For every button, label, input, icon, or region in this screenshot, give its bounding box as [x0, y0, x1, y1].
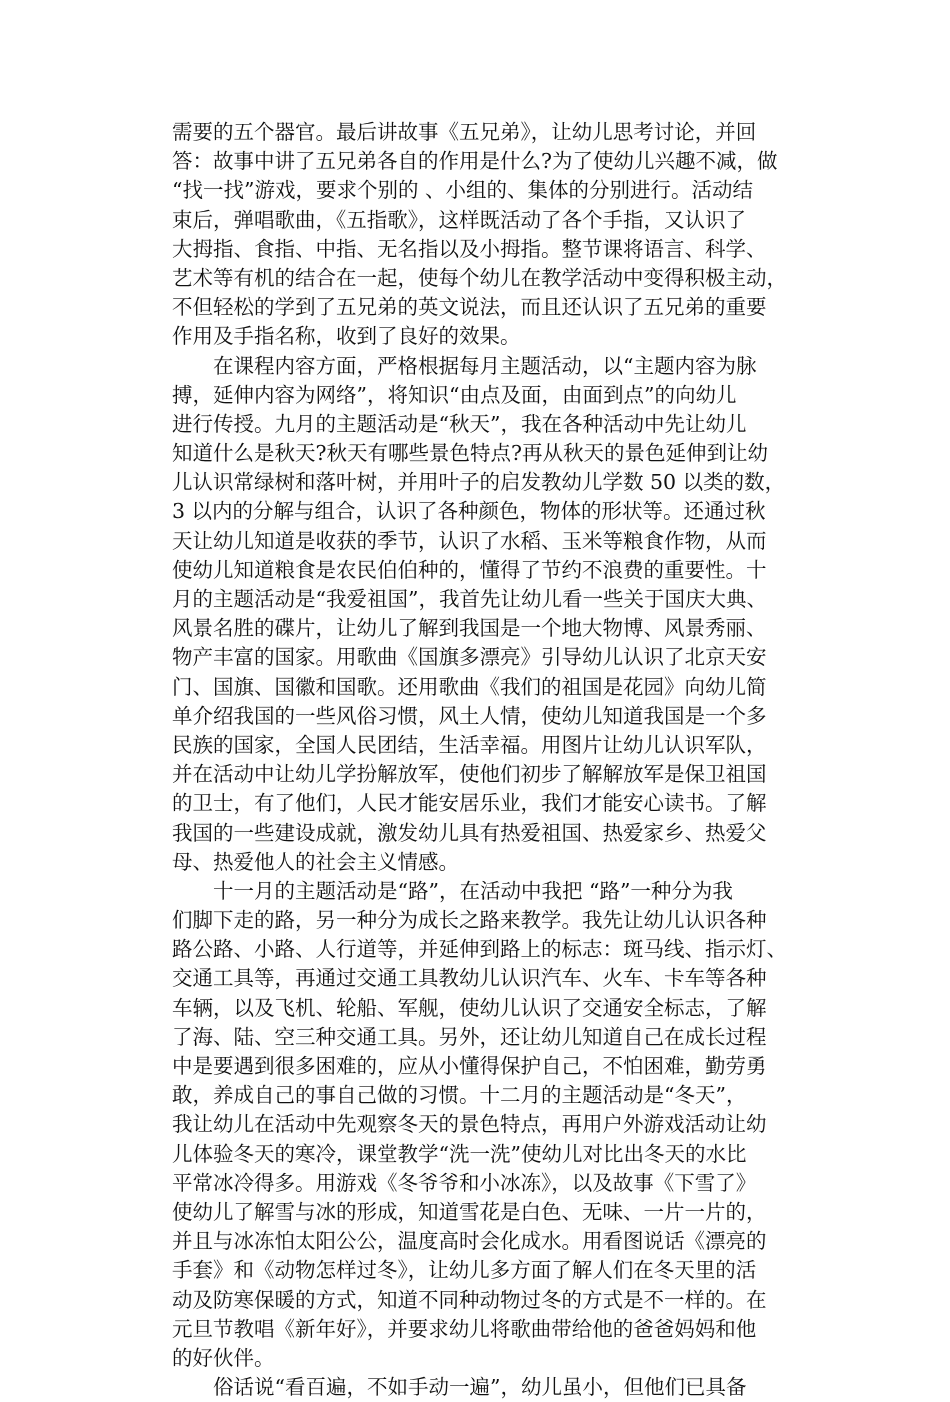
- text-line: 手套》和《动物怎样过冬》，让幼儿多方面了解人们在冬天里的活: [172, 1258, 757, 1283]
- text-line: 单介绍我国的一些风俗习惯，风土人情，使幼儿知道我国是一个多: [172, 703, 767, 728]
- text-line: 天让幼儿知道是收获的季节，认识了水稻、玉米等粮食作物，从而: [172, 528, 767, 553]
- text-line: 车辆，以及飞机、轮船、军舰，使幼儿认识了交通安全标志，了解: [172, 995, 767, 1020]
- text-line: 儿体验冬天的寒冷，课堂教学“洗一洗”使幼儿对比出冬天的水比: [172, 1141, 747, 1166]
- text-line: 的卫士，有了他们，人民才能安居乐业，我们才能安心读书。了解: [172, 791, 767, 816]
- text-line: 月的主题活动是“我爱祖国”，我首先让幼儿看一些关于国庆大典、: [172, 587, 767, 611]
- text-line: “找一找”游戏，要求个别的 、小组的、集体的分别进行。活动结: [172, 178, 753, 203]
- text-line: 并在活动中让幼儿学扮解放军，使他们初步了解解放军是保卫祖国: [172, 762, 767, 787]
- text-line: 并且与冰冻怕太阳公公，温度高时会化成水。用看图说话《漂亮的: [172, 1229, 767, 1254]
- text-line: 3 以内的分解与组合，认识了各种颜色，物体的形状等。还通过秋: [172, 499, 766, 524]
- text-line: 答：故事中讲了五兄弟各自的作用是什么?为了使幼儿兴趣不减，做: [172, 149, 778, 174]
- text-line: 儿认识常绿树和落叶树，并用叶子的启发教幼儿学数 50 以类的数，: [172, 470, 786, 495]
- text-line: 动及防寒保暖的方式，知道不同种动物过冬的方式是不一样的。在: [172, 1287, 767, 1312]
- text-line: 束后，弹唱歌曲，《五指歌》，这样既活动了各个手指，又认识了: [172, 207, 746, 232]
- text-line: 门、国旗、国徽和国歌。还用歌曲《我们的祖国是花园》向幼儿简: [172, 674, 767, 699]
- text-line: 我让幼儿在活动中先观察冬天的景色特点，再用户外游戏活动让幼: [172, 1112, 767, 1137]
- text-line: 进行传授。九月的主题活动是“秋天”，我在各种活动中先让幼儿: [172, 411, 747, 436]
- text-line: 了海、陆、空三种交通工具。另外，还让幼儿知道自己在成长过程: [172, 1024, 767, 1049]
- text-line: 的好伙伴。: [172, 1345, 275, 1370]
- text-line: 作用及手指名称，收到了良好的效果。: [172, 324, 521, 349]
- text-line: 平常冰冷得多。用游戏《冬爷爷和小冰冻》，以及故事《下雪了》: [172, 1170, 757, 1195]
- text-line: 中是要遇到很多困难的，应从小懂得保护自己，不怕困难，勤劳勇: [172, 1054, 767, 1078]
- text-line: 们脚下走的路，另一种分为成长之路来教学。我先让幼儿认识各种: [172, 908, 767, 933]
- text-line: 物产丰富的国家。用歌曲《国旗多漂亮》引导幼儿认识了北京天安: [172, 645, 767, 670]
- text-line: 元旦节教唱《新年好》，并要求幼儿将歌曲带给他的爸爸妈妈和他: [172, 1316, 757, 1341]
- paragraph-first-line: 十一月的主题活动是“路”，在活动中我把 “路”一种分为我: [213, 878, 733, 903]
- text-line: 知道什么是秋天?秋天有哪些景色特点?再从秋天的景色延伸到让幼: [172, 441, 768, 466]
- paragraph-first-line: 俗话说“看百遍，不如手动一遍”，幼儿虽小，但他们已具备: [213, 1375, 747, 1400]
- text-line: 民族的国家，全国人民团结，生活幸福。用图片让幼儿认识军队，: [172, 732, 767, 757]
- text-line: 交通工具等，再通过交通工具教幼儿认识汽车、火车、卡车等各种: [172, 966, 767, 991]
- body-text: [172, 118, 812, 1402]
- text-line: 不但轻松的学到了五兄弟的英文说法，而且还认识了五兄弟的重要: [172, 295, 767, 320]
- text-line: 路公路、小路、人行道等，并延伸到路上的标志：斑马线、指示灯、: [172, 937, 787, 962]
- text-line: 大拇指、食指、中指、无名指以及小拇指。整节课将语言、科学、: [172, 236, 767, 261]
- paragraph-first-line: 在课程内容方面，严格根据每月主题活动，以“主题内容为脉: [213, 353, 757, 378]
- text-line: 使幼儿了解雪与冰的形成，知道雪花是白色、无味、一片一片的，: [172, 1199, 767, 1224]
- text-line: 搏，延伸内容为网络”，将知识“由点及面，由面到点”的向幼儿: [172, 382, 737, 407]
- text-line: 敢，养成自己的事自己做的习惯。十二月的主题活动是“冬天”，: [172, 1083, 747, 1108]
- text-line: 我国的一些建设成就，激发幼儿具有热爱祖国、热爱家乡、热爱父: [172, 820, 767, 845]
- text-line: 风景名胜的碟片，让幼儿了解到我国是一个地大物博、风景秀丽、: [172, 616, 767, 641]
- text-line: 艺术等有机的结合在一起，使每个幼儿在教学活动中变得积极主动，: [172, 265, 787, 290]
- text-line: 需要的五个器官。最后讲故事《五兄弟》，让幼儿思考讨论，并回: [172, 120, 757, 144]
- text-line: 母、热爱他人的社会主义情感。: [172, 849, 459, 874]
- text-line: 使幼儿知道粮食是农民伯伯种的，懂得了节约不浪费的重要性。十: [172, 557, 767, 582]
